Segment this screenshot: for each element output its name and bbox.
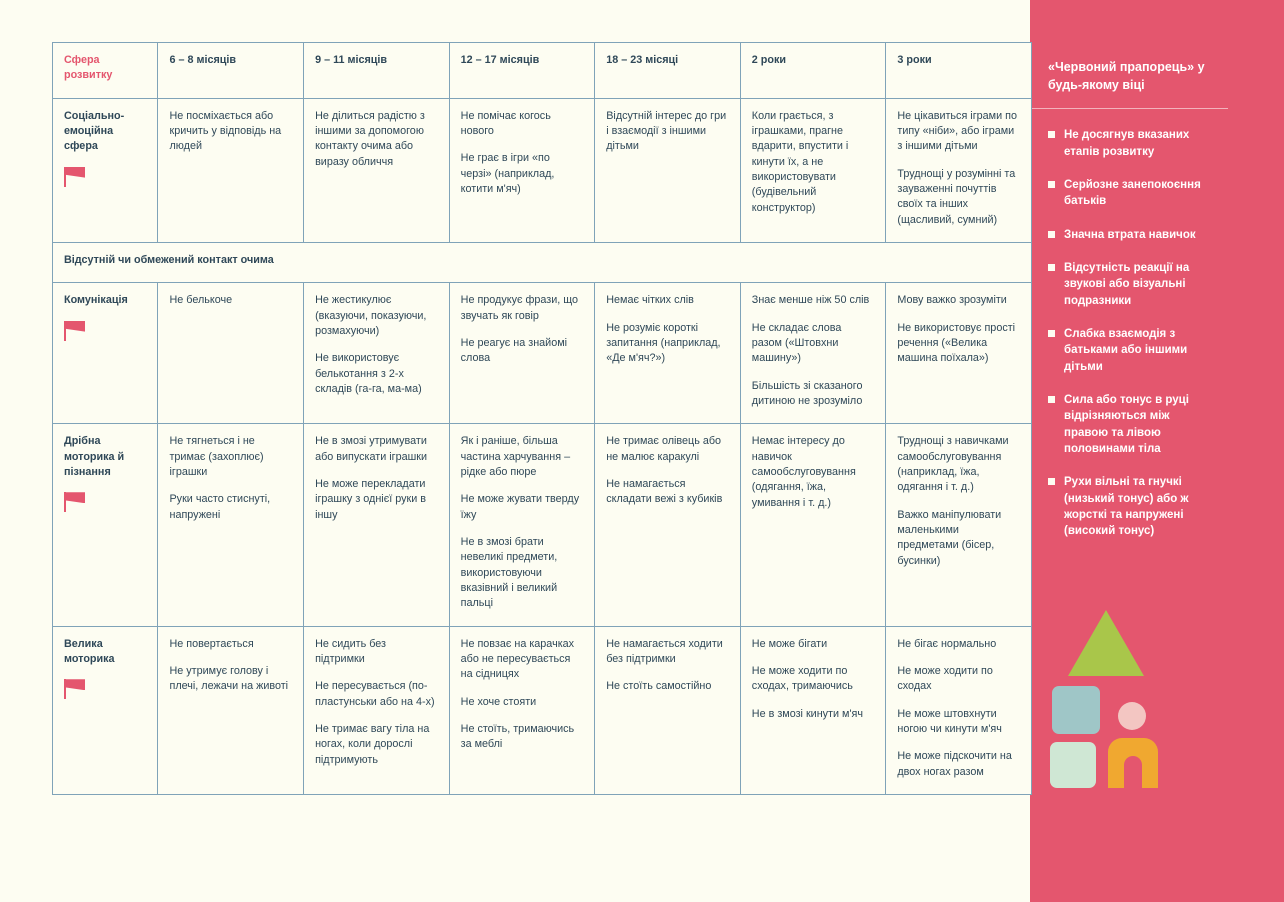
red-flag-title: «Червоний прапорець» у будь-якому віці [1032,42,1228,109]
list-item [1048,260,1212,309]
triangle-shape-icon [1068,610,1144,676]
cell-line: Руки часто стиснуті, напружені [169,493,271,521]
cell-line: Відсутній інтерес до гри і взаємодії з іншими дітьми [606,109,727,153]
mint-square-shape-icon [1050,742,1096,788]
cell-line: Не жестикулює (вказуючи, показуючи, розмахуючи) [315,294,427,337]
row-label-fine-motor [53,424,158,626]
red-flag-icon [64,167,86,187]
cell-line: Знає менше ніж 50 слів [751,294,870,307]
cell-fine-2y [740,424,886,626]
cell-line: Як і раніше, більша частина харчування – рідке або пюре [460,435,571,478]
cell-gross-2y [740,626,886,794]
square-bullet-icon [1048,231,1055,238]
cell-social-18-23 [595,98,741,242]
cell-line: Не цікавиться іграми по типу «ніби», або іграми з іншими дітьми [897,109,1017,153]
list-item [1048,127,1212,160]
cell-line: Не може ходити по сходах, тримаючись [751,664,853,693]
column-header-2y: 2 роки [740,43,886,99]
cell-line: Не може підскочити на двох ногах разом [897,750,1012,778]
table-row [53,98,1032,242]
cell-line: Не утримує голову і плечі, лежачи на животі [169,664,289,693]
table-banner-row [53,242,1032,282]
cell-line: Мову важко зрозуміти [897,294,1007,307]
list-item [1048,326,1212,375]
cell-line: Не стоїть самостійно [606,680,712,693]
red-flag-icon [64,679,86,699]
row-label-text: Соціально-емоційна сфера [64,109,125,153]
cell-line: Не повзає на карачках або не пересувається на сідницях [460,637,575,681]
cell-line: Не повертається [169,637,254,650]
cell-line: Більшість зі сказаного дитиною не зрозуміло [751,379,863,407]
cell-social-9-11 [304,98,450,242]
cell-line: Не реагує на знайомі слова [460,336,568,365]
cell-line: Немає чітких слів [606,294,694,307]
table-row [53,626,1032,794]
eye-contact-banner: Відсутній чи обмежений контакт очима [53,242,1032,282]
list-item-label: Серйозне занепокоєння батьків [1064,178,1201,208]
cell-line: Труднощі з навичками самообслуговування (наприклад, їжа, одягання і т. д.) [897,435,1009,494]
cell-gross-6-8 [158,626,304,794]
cell-comm-2y [740,283,886,424]
cell-line: Не белькоче [169,294,233,307]
red-flag-list [1032,109,1228,539]
cell-line: Не посміхається або кричить у відповідь на людей [169,109,282,153]
cell-line: Немає інтересу до навичок самообслуговування (одягання, їжа, умивання і т. д.) [751,435,856,509]
cell-fine-3y [886,424,1032,626]
square-bullet-icon [1048,396,1055,403]
list-item-label: Рухи вільні та гнучкі (низький тонус) або ж жорсткі та напружені (високий тонус) [1064,476,1189,538]
column-header-3y: 3 роки [886,43,1032,99]
list-item [1048,474,1212,539]
cell-social-3y [886,98,1032,242]
cell-fine-12-17 [449,424,595,626]
cell-line: Не може штовхнути ногою чи кинути м'яч [897,707,1002,735]
cell-line: Не сидить без підтримки [315,637,386,665]
cell-line: Не може перекладати іграшку з однієї руки в іншу [315,477,426,521]
cell-line: Не в змозі брати невеликі предмети, використовуючи вказівний і великий пальці [460,535,558,610]
row-label-social-emotional [53,98,158,242]
cell-line: Не ділиться радістю з іншими за допомогою контакту очима або виразу обличчя [315,109,425,168]
cell-line: Не хоче стояти [460,695,537,708]
cell-gross-3y [886,626,1032,794]
cell-social-12-17 [449,98,595,242]
table-row [53,424,1032,626]
cell-fine-18-23 [595,424,741,626]
cell-social-2y [740,98,886,242]
cell-line: Не в змозі утримувати або випускати іграшки [315,435,428,463]
list-item-label: Значна втрата навичок [1064,228,1196,241]
decorative-shapes [1024,610,1200,800]
cell-comm-9-11 [304,283,450,424]
cell-comm-18-23 [595,283,741,424]
list-item-label: Не досягнув вказаних етапів розвитку [1064,129,1190,158]
cell-fine-9-11 [304,424,450,626]
list-item [1048,227,1212,243]
list-item-label: Відсутність реакції на звукові або візуальні подразники [1064,261,1190,307]
cell-comm-6-8 [158,283,304,424]
red-flag-icon [64,321,86,341]
column-header-domain: Сфера розвитку [53,43,158,99]
cell-line: Не стоїть, тримаючись за меблі [460,722,575,751]
cell-comm-12-17 [449,283,595,424]
list-item [1048,392,1212,457]
cell-fine-6-8 [158,424,304,626]
cell-gross-12-17 [449,626,595,794]
cell-comm-3y [886,283,1032,424]
cell-gross-18-23 [595,626,741,794]
cell-line: Не пересувається (по-пластунськи або на 4-х) [315,680,435,708]
square-bullet-icon [1048,478,1055,485]
square-bullet-icon [1048,264,1055,271]
cell-line: Не може ходити по сходах [897,664,993,693]
row-label-text: Дрібна моторика й пізнання [64,435,125,478]
cell-line: Не може жувати тверду їжу [460,493,580,521]
cell-line: Не розуміє короткі запитання (наприклад, «Де м'яч?») [606,321,721,365]
square-bullet-icon [1048,181,1055,188]
cell-line: Не намагається ходити без підтримки [606,637,723,665]
cell-line: Не використовує прості речення («Велика машина поїхала») [897,321,1016,365]
arch-shape-icon [1108,738,1158,788]
column-header-9-11: 9 – 11 місяців [304,43,450,99]
cell-line: Не тримає олівець або не малює каракулі [606,435,722,463]
cell-line: Не помічає когось нового [460,109,551,137]
column-header-18-23: 18 – 23 місяці [595,43,741,99]
cell-gross-9-11 [304,626,450,794]
square-bullet-icon [1048,131,1055,138]
row-label-text: Велика моторика [64,637,115,665]
cell-line: Не тримає вагу тіла на ногах, коли дорослі підтримують [315,722,430,766]
cell-line: Не бігає нормально [897,637,997,650]
square-bullet-icon [1048,330,1055,337]
table-header-row [53,43,1032,99]
cell-line: Не продукує фрази, що звучать як говір [460,294,579,322]
cell-line: Не тягнеться і не тримає (захоплює) іграшки [169,435,264,478]
teal-square-shape-icon [1052,686,1100,734]
column-header-6-8: 6 – 8 місяців [158,43,304,99]
row-label-text: Комунікація [64,294,128,307]
row-label-communication [53,283,158,424]
list-item-label: Сила або тонус в руці відрізняються між правою та лівою половинами тіла [1064,393,1189,455]
cell-social-6-8 [158,98,304,242]
red-flag-icon [64,492,86,512]
cell-line: Не складає слова разом («Штовхни машину») [751,321,842,365]
table-row [53,283,1032,424]
cell-line: Коли грається, з іграшками, прагне вдарити, впустити і кинути їх, а не використовувати (будівельний конструктор) [751,109,849,214]
development-milestones-table [52,42,1032,795]
cell-line: Не може бігати [751,637,828,650]
row-label-gross-motor [53,626,158,794]
list-item [1048,177,1212,210]
red-flag-content [1032,42,1228,852]
circle-shape-icon [1118,702,1146,730]
list-item-label: Слабка взаємодія з батьками або іншими дітьми [1064,327,1188,373]
table-header [53,43,1032,99]
cell-line: Не грає в ігри «по черзі» (наприклад, котити м'яч) [460,152,555,195]
table-body [53,98,1032,794]
cell-line: Не намагається складати вежі з кубиків [606,477,723,506]
cell-line: Труднощі у розумінні та зауваженні почуттів своїх та інших (щасливий, сумний) [897,167,1016,226]
column-header-12-17: 12 – 17 місяців [449,43,595,99]
cell-line: Не в змозі кинути м'яч [751,707,863,720]
cell-line: Не використовує белькотання з 2-х складів (га-га, ма-ма) [315,352,422,395]
cell-line: Важко маніпулювати маленькими предметами (бісер, бусинки) [897,508,1002,567]
